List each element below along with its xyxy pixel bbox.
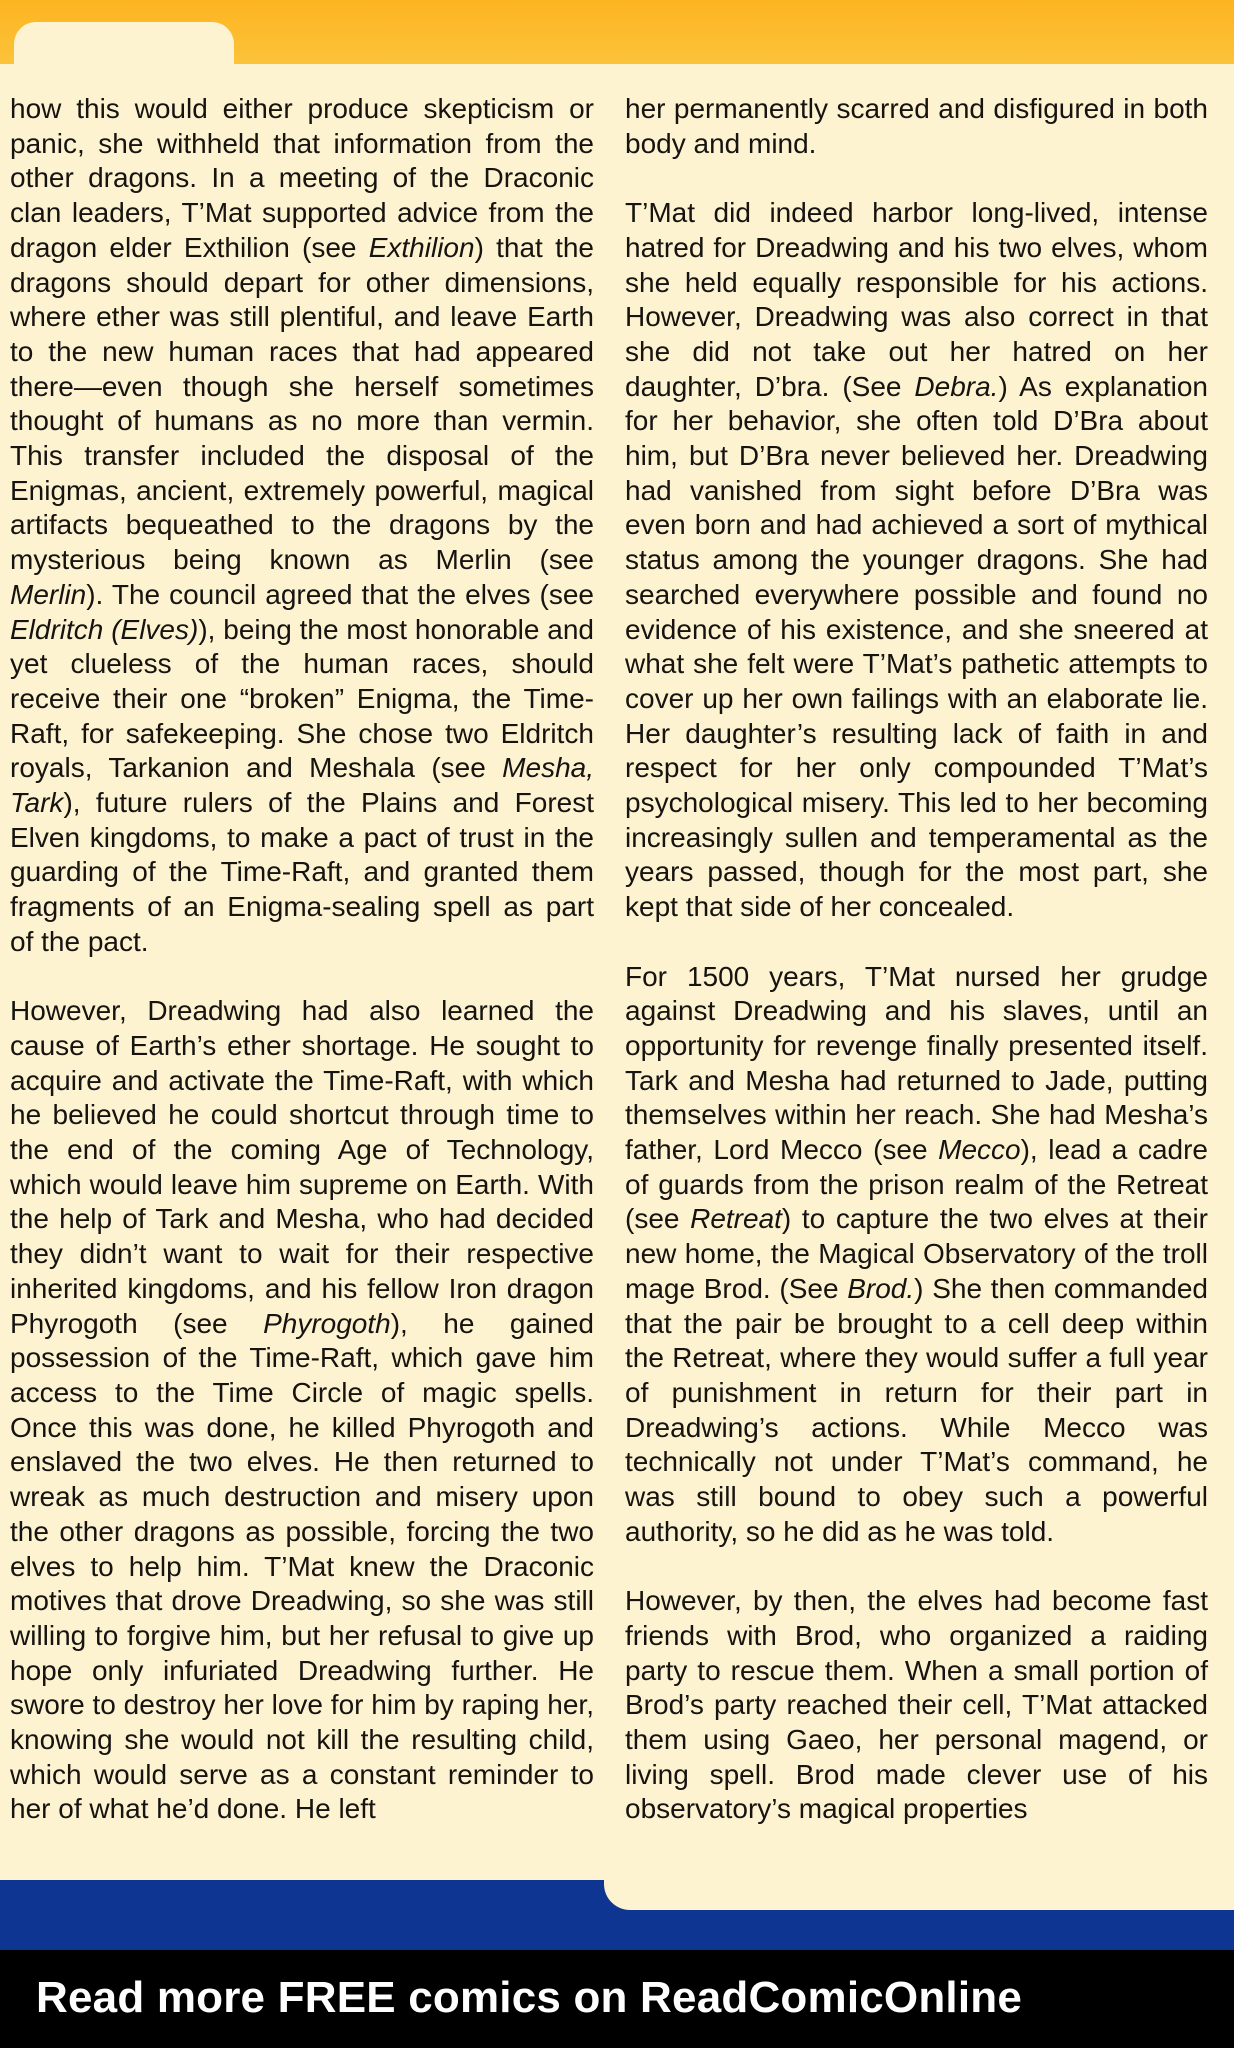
left-paragraph-1: how this would either produce skepticism or panic, she withheld that information from the other dragons. In a meeting of the Draconic clan leaders, T’Mat supported advice from the dragon elder Exthilion (see Exthilion) that the dragons should depart for other dimensions, where ether was still plentiful, and leave Earth to the new human races that had appeared there—even though she herself sometimes thought of humans as no more than vermin. This transfer included the disposal of the Enigmas, ancient, extremely powerful, magical artifacts bequeathed to the dragons by the mysterious being known as Merlin (see Merlin). The council agreed that the elves (see Eldritch (Elves)), being the most honorable and yet clueless of the human races, should receive their one “broken” Enigma, the Time-Raft, for safekeeping. She chose two Eldritch royals, Tarkanion and Meshala (see Mesha, Tark), future rulers of the Plains and Forest Elven kingdoms, to make a pact of trust in the guarding of the Time-Raft, and granted them fragments of an Enigma-sealing spell as part of the pact.	[10, 93, 594, 957]
cross-reference: Mesha, Tark	[10, 752, 594, 819]
cross-reference: Exthilion	[368, 231, 475, 263]
left-text-column	[10, 92, 594, 1827]
promo-banner-text[interactable]: Read more FREE comics on ReadComicOnline	[36, 1973, 1023, 2022]
cross-reference: Phyrogoth	[263, 1307, 391, 1339]
cross-reference: Brod.	[847, 1272, 915, 1304]
cross-reference: Merlin	[10, 578, 87, 610]
cross-reference: Retreat	[690, 1203, 782, 1235]
cross-reference: Mecco	[938, 1134, 1021, 1166]
left-paragraph-2: However, Dreadwing had also learned the cause of Earth’s ether shortage. He sought to acquire and activate the Time-Raft, with which he believed he could shortcut through time to the end of the coming Age of Technology, which would leave him supreme on Earth. With the help of Tark and Mesha, who had decided they didn’t want to wait for their respective inherited kingdoms, and his fellow Iron dragon Phyrogoth (see Phyrogoth), he gained possession of the Time-Raft, which gave him access to the Time Circle of magic spells. Once this was done, he killed Phyrogoth and enslaved the two elves. He then returned to wreak as much destruction and misery upon the other dragons as possible, forcing the two elves to help him. T’Mat knew the Draconic motives that drove Dreadwing, so she was still willing to forgive him, but her refusal to give up hope only infuriated Dreadwing further. He swore to destroy her love for him by raping her, knowing she would not kill the resulting child, which would serve as a constant reminder to her of what he’d done. He left	[10, 995, 595, 1825]
right-text-column	[625, 92, 1208, 1827]
bottom-page-tab	[604, 1862, 1234, 1910]
cross-reference: Debra.	[914, 370, 999, 402]
promo-banner[interactable]	[0, 1950, 1234, 2048]
right-paragraph-1: her permanently scarred and disfigured in both body and mind.	[625, 93, 1208, 159]
cross-reference: Eldritch (Elves)	[10, 613, 199, 645]
right-paragraph-2: T’Mat did indeed harbor long-lived, intense hatred for Dreadwing and his two elves, whom she held equally responsible for his actions. However, Dreadwing was also correct in that she did not take out her hatred on her daughter, D’bra. (See Debra.) As explanation for her behavior, she often told D’Bra about him, but D’Bra never believed her. Dreadwing had vanished from sight before D’Bra was even born and had achieved a sort of mythical status among the younger dragons. She had searched everywhere possible and found no evidence of his existence, and she sneered at what she felt were T’Mat’s pathetic attempts to cover up her own failings with an elaborate lie. Her daughter’s resulting lack of faith in and respect for her only compounded T’Mat’s psychological misery. This led to her becoming increasingly sullen and temperamental as the years passed, though for the most part, she kept that side of her concealed.	[625, 197, 1208, 923]
right-paragraph-4: However, by then, the elves had become fast friends with Brod, who organized a raiding party to rescue them. When a small portion of Brod’s party reached their cell, T’Mat attacked them using Gaeo, her personal magend, or living spell. Brod made clever use of his observatory’s magical properties	[625, 1585, 1208, 1825]
right-paragraph-3: For 1500 years, T’Mat nursed her grudge against Dreadwing and his slaves, until an opportunity for revenge finally presented itself. Tark and Mesha had returned to Jade, putting themselves within her reach. She had Mesha’s father, Lord Mecco (see Mecco), lead a cadre of guards from the prison realm of the Retreat (see Retreat) to capture the two elves at their new home, the Magical Observatory of the troll mage Brod. (See Brod.) She then commanded that the pair be brought to a cell deep within the Retreat, where they would suffer a full year of punishment in return for their part in Dreadwing’s actions. While Mecco was technically not under T’Mat’s command, he was still bound to obey such a powerful authority, so he did as he was told.	[625, 960, 1209, 1547]
